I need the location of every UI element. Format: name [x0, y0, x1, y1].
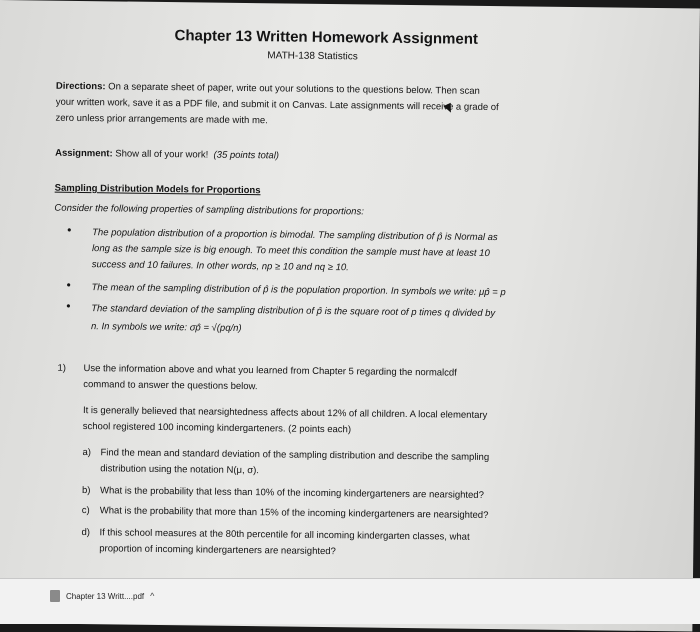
part-d-line-1: If this school measures at the 80th percentile for all incoming kindergarten classes, what — [99, 527, 470, 543]
assignment-line: Assignment: Show all of your work! (35 points total) — [55, 147, 280, 162]
assignment-label: Assignment: — [55, 147, 113, 160]
question-line-2: command to answer the questions below. — [83, 379, 258, 393]
directions-line-2: your written work, save it as a PDF file, and submit it on Canvas. Late assignments will receive a grade of — [55, 96, 499, 114]
directions-line-1: Directions: On a separate sheet of paper, write out your solutions to the questions below. Then scan — [55, 80, 480, 97]
part-b-line-1: What is the probability that less than 10% of the incoming kindergarteners are nearsighted? — [99, 485, 484, 501]
course-name: MATH-138 Statistics — [267, 50, 358, 63]
directions-line-3: zero unless prior arrangements are made with me. — [55, 112, 268, 127]
assignment-points: (35 points total) — [213, 149, 280, 162]
part-c-label: c) — [81, 505, 90, 517]
bullet-dot: • — [66, 298, 71, 313]
intro-text: Consider the following properties of sampling distributions for proportions: — [54, 202, 364, 218]
bullet-1-line-2: long as the sample size is big enough. To meet this condition the sample must have at least 10 — [91, 243, 490, 260]
bullet-1-line-3: success and 10 failures. In other words, np ≥ 10 and nq ≥ 10. — [91, 259, 349, 274]
part-a-line-1: Find the mean and standard deviation of the sampling distribution and describe the sampling — [100, 447, 490, 464]
chevron-up-icon[interactable]: ^ — [150, 591, 155, 601]
bullet-dot: • — [66, 277, 71, 292]
pdf-file-icon — [50, 590, 60, 602]
part-d-line-2: proportion of incoming kindergarteners are nearsighted? — [99, 543, 336, 558]
download-item[interactable] — [50, 585, 225, 607]
part-c-line-1: What is the probability that more than 15% of the incoming kindergarteners are nearsighted? — [99, 505, 489, 522]
part-a-label: a) — [82, 447, 91, 459]
question-context-line-2: school registered 100 incoming kindergarteners. (2 points each) — [82, 421, 352, 436]
directions-label: Directions: — [55, 80, 106, 93]
part-a-line-2: distribution using the notation N(μ, σ). — [100, 463, 260, 477]
bullet-1-line-1: The population distribution of a proportion is bimodal. The sampling distribution of p̂ is Normal as — [92, 227, 498, 244]
question-number: 1) — [57, 362, 67, 374]
bullet-dot: • — [67, 222, 72, 237]
bullet-3-line-1: The standard deviation of the sampling distribution of p̂ is the square root of p times q divided by — [91, 303, 496, 320]
question-line-1: Use the information above and what you learned from Chapter 5 regarding the normalcdf — [83, 363, 457, 379]
part-d-label: d) — [81, 527, 91, 539]
bullet-3-line-2: n. In symbols we write: σp̂ = √(pq/n) — [90, 321, 242, 334]
question-context-line-1: It is generally believed that nearsightedness affects about 12% of all children. A local elementary — [82, 405, 488, 421]
download-file-name: Chapter 13 Writt....pdf — [66, 591, 145, 601]
part-b-label: b) — [81, 485, 91, 497]
section-heading: Sampling Distribution Models for Proportions — [54, 182, 261, 197]
document-title: Chapter 13 Written Homework Assignment — [174, 27, 479, 48]
bullet-2-line-1: The mean of the sampling distribution of p̂ is the population proportion. In symbols we write: μp̂ = p — [91, 282, 506, 299]
